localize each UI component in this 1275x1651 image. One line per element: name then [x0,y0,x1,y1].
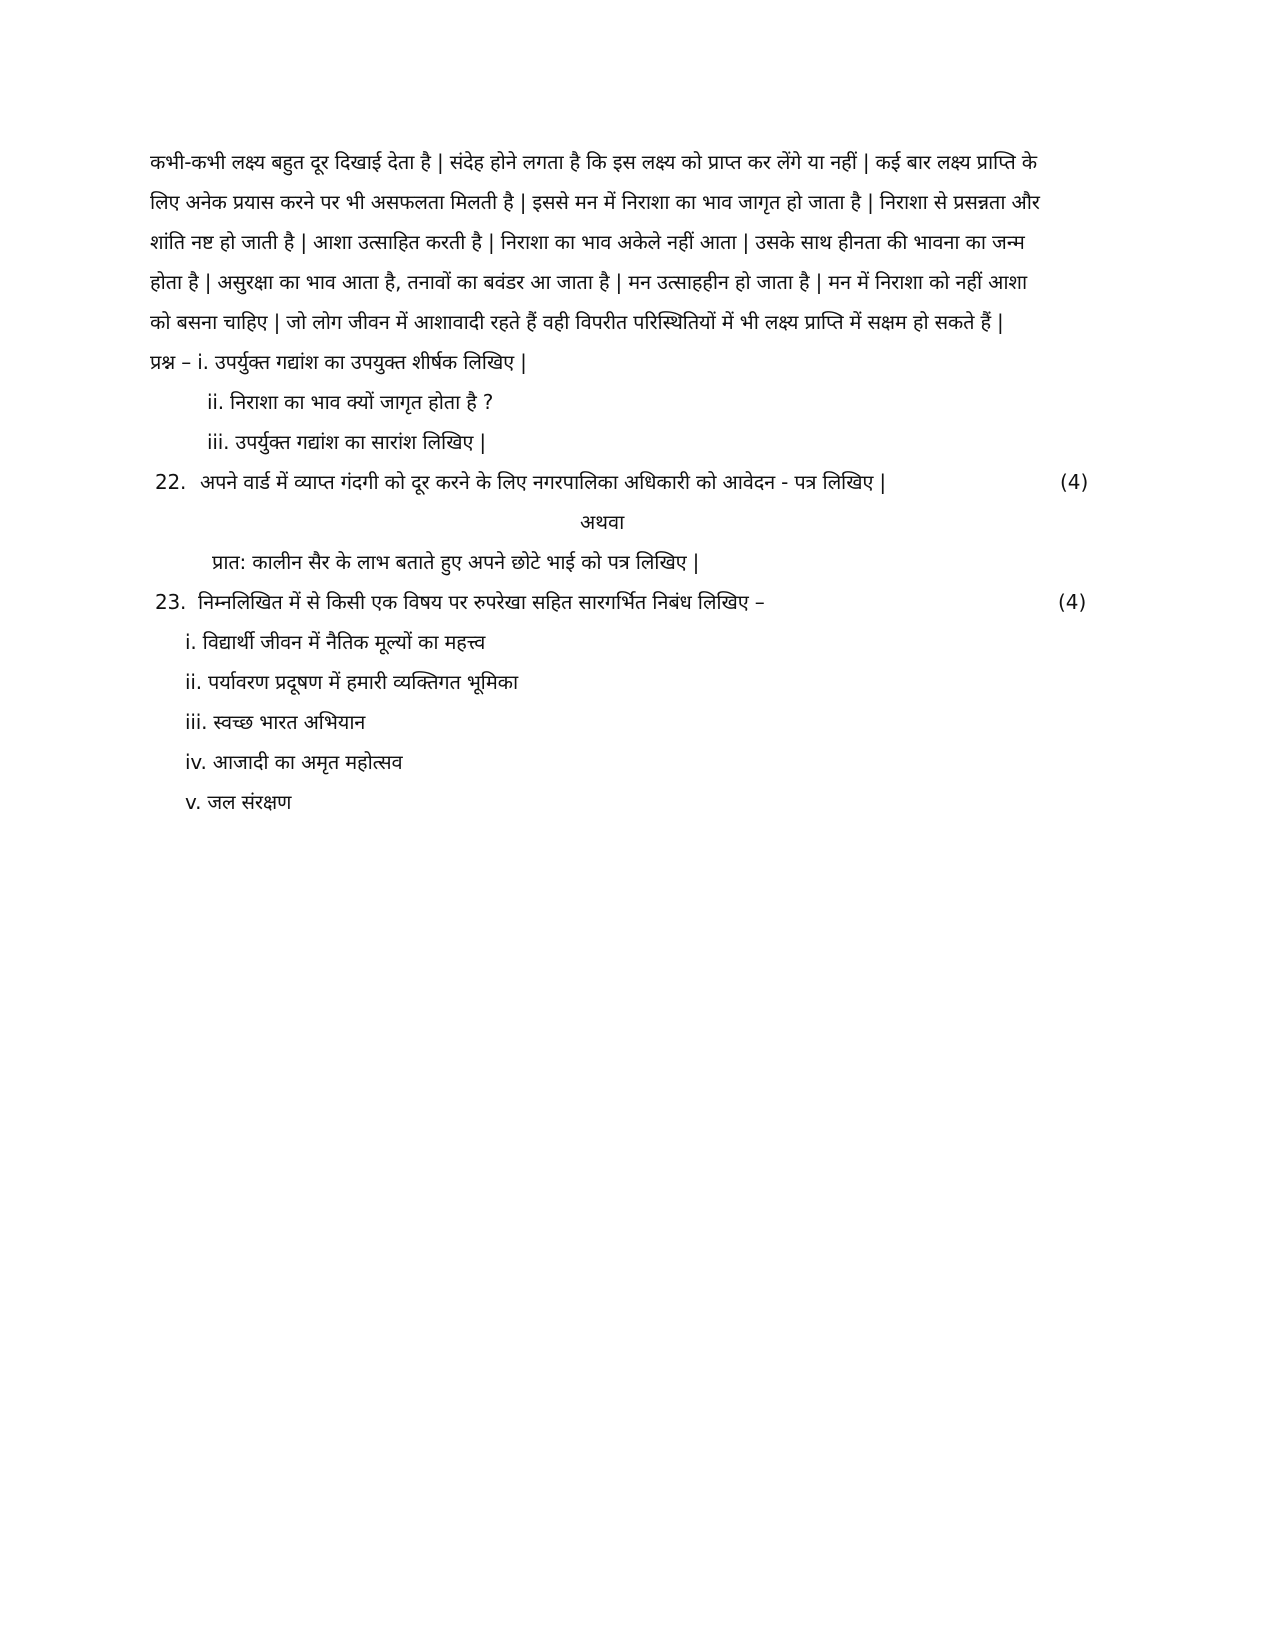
question-text: निम्नलिखित में से किसी एक विषय पर रुपरेखा सहित सारगर्भित निबंध लिखिए – [198,590,765,614]
essay-topic: iii. स्वच्छ भारत अभियान [185,710,366,734]
essay-topic: i. विद्यार्थी जीवन में नैतिक मूल्यों का महत्त्व [185,630,486,654]
passage-line: कभी-कभी लक्ष्य बहुत दूर दिखाई देता है | संदेह होने लगता है कि इस लक्ष्य को प्राप्त कर लेंगे या नहीं | कई बार लक्ष्य प्राप्ति के [150,150,1037,174]
marks-label: (4) [1058,590,1087,614]
or-separator: अथवा [580,510,625,534]
question-number: 23. [155,590,187,614]
passage-line: लिए अनेक प्रयास करने पर भी असफलता मिलती है | इससे मन में निराशा का भाव जागृत हो जाता है | निराशा से प्रसन्नता और [150,190,1040,214]
essay-topic: v. जल संरक्षण [185,790,292,814]
question-text: अपने वार्ड में व्याप्त गंदगी को दूर करने के लिए नगरपालिका अधिकारी को आवेदन - पत्र लिखिए | [200,470,886,494]
question-i: प्रश्न – i. उपर्युक्त गद्यांश का उपयुक्त शीर्षक लिखिए | [150,350,527,374]
essay-topic: iv. आजादी का अमृत महोत्सव [185,750,403,774]
essay-topic: ii. पर्यावरण प्रदूषण में हमारी व्यक्तिगत भूमिका [185,670,518,694]
passage-line: शांति नष्ट हो जाती है | आशा उत्साहित करती है | निराशा का भाव अकेले नहीं आता | उसके साथ हीनता की भावना का जन्म [150,230,1025,254]
alternative-question: प्रात: कालीन सैर के लाभ बताते हुए अपने छोटे भाई को पत्र लिखिए | [212,550,700,574]
question-number: 22. [155,470,187,494]
question-ii: ii. निराशा का भाव क्यों जागृत होता है ? [207,390,494,414]
marks-label: (4) [1060,470,1089,494]
passage-line: होता है | असुरक्षा का भाव आता है, तनावों का बवंडर आ जाता है | मन उत्साहहीन हो जाता है | मन में निराशा को नहीं आशा [150,270,1027,294]
question-iii: iii. उपर्युक्त गद्यांश का सारांश लिखिए | [207,430,486,454]
passage-line: को बसना चाहिए | जो लोग जीवन में आशावादी रहते हैं वही विपरीत परिस्थितियों में भी लक्ष्य प्राप्ति में सक्षम हो सकते हैं | [150,310,1004,334]
